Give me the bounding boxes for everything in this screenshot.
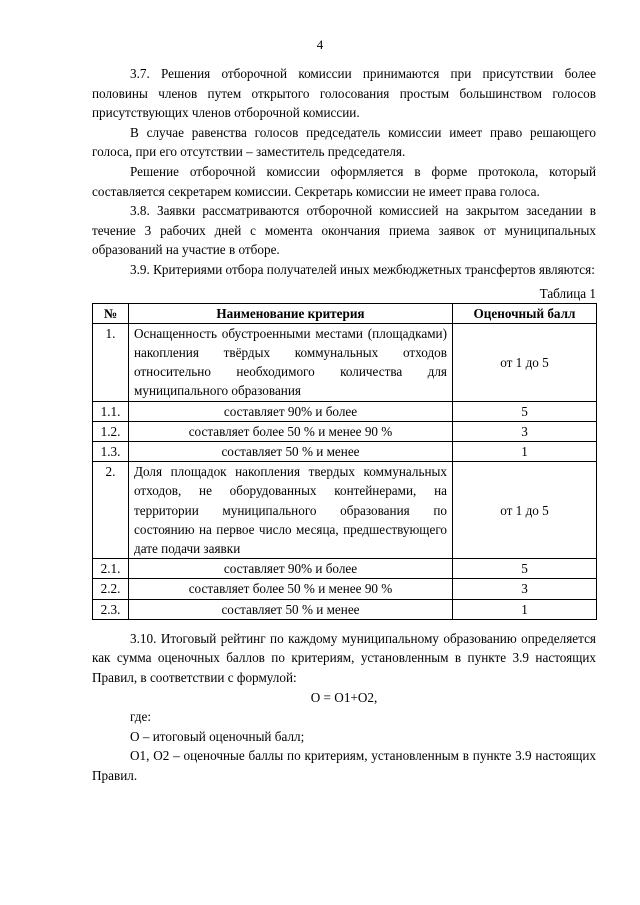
row-number: 2. bbox=[93, 462, 129, 559]
row-number: 1.3. bbox=[93, 441, 129, 461]
row-score: от 1 до 5 bbox=[453, 323, 597, 401]
row-number: 2.1. bbox=[93, 559, 129, 579]
row-number: 1. bbox=[93, 323, 129, 401]
row-criterion: составляет 50 % и менее bbox=[129, 599, 453, 619]
table-row bbox=[93, 462, 597, 559]
table-row bbox=[93, 323, 597, 401]
row-number: 2.2. bbox=[93, 579, 129, 599]
row-criterion: составляет 90% и более bbox=[129, 559, 453, 579]
table-row bbox=[93, 421, 597, 441]
row-score: от 1 до 5 bbox=[453, 462, 597, 559]
row-criterion: составляет 90% и более bbox=[129, 401, 453, 421]
paragraph-3-7: 3.7. Решения отборочной комиссии принимаются при присутствии более половины членов путем открытого голосования простым большинством голосов присутствующих членов отборочной комиссии. bbox=[92, 66, 596, 121]
paragraph-3-8: 3.8. Заявки рассматриваются отборочной комиссией на закрытом заседании в течение 3 рабочих дней с момента окончания приема заявок от муниципальных образований на участие в отборе. bbox=[92, 203, 596, 258]
table-header-row bbox=[93, 303, 597, 323]
row-score: 3 bbox=[453, 421, 597, 441]
row-score: 5 bbox=[453, 401, 597, 421]
row-score: 3 bbox=[453, 579, 597, 599]
row-number: 2.3. bbox=[93, 599, 129, 619]
definition-total-score: О – итоговый оценочный балл; bbox=[130, 728, 305, 744]
row-criterion: составляет более 50 % и менее 90 % bbox=[129, 421, 453, 441]
row-score: 1 bbox=[453, 599, 597, 619]
table-caption: Таблица 1 bbox=[539, 285, 596, 301]
paragraph-3-10: 3.10. Итоговый рейтинг по каждому муниципальному образованию определяется как сумма оценочных баллов по критериям, установленным в пункте 3.9 настоящих Правил, в соответствии с формулой: bbox=[92, 630, 596, 685]
table-body bbox=[93, 323, 597, 619]
formula: О = О1+О2, bbox=[310, 689, 378, 705]
paragraph-protocol: Решение отборочной комиссии оформляется в форме протокола, который составляется секретарем комиссии. Секретарь комиссии не имеет права голоса. bbox=[92, 163, 596, 199]
table-row bbox=[93, 579, 597, 599]
table-row bbox=[93, 559, 597, 579]
row-number: 1.1. bbox=[93, 401, 129, 421]
definition-criteria-scores: О1, О2 – оценочные баллы по критериям, установленным в пункте 3.9 настоящих Правил. bbox=[92, 748, 596, 783]
document-body bbox=[92, 64, 596, 786]
page-number: 4 bbox=[316, 37, 324, 52]
header-number: № bbox=[93, 303, 129, 323]
criteria-table bbox=[92, 303, 597, 620]
row-score: 5 bbox=[453, 559, 597, 579]
row-score: 1 bbox=[453, 441, 597, 461]
row-criterion: Доля площадок накопления твердых коммунальных отходов, не оборудованных контейнерами, на территории муниципального образования по состоянию на первое число месяца, предшествующего дате подачи заявки bbox=[129, 462, 453, 559]
header-score: Оценочный балл bbox=[453, 303, 597, 323]
table-row bbox=[93, 599, 597, 619]
paragraph-3-9: 3.9. Критериями отбора получателей иных межбюджетных трансфертов являются: bbox=[130, 261, 595, 277]
row-criterion: Оснащенность обустроенными местами (площадками) накопления твёрдых коммунальных отходов относительно необходимого количества для муниципального образования bbox=[129, 323, 453, 401]
where-label: где: bbox=[130, 709, 151, 725]
row-criterion: составляет 50 % и менее bbox=[129, 441, 453, 461]
row-criterion: составляет более 50 % и менее 90 % bbox=[129, 579, 453, 599]
row-number: 1.2. bbox=[93, 421, 129, 441]
header-criterion: Наименование критерия bbox=[129, 303, 453, 323]
table-row bbox=[93, 441, 597, 461]
table-row bbox=[93, 401, 597, 421]
paragraph-tie-vote: В случае равенства голосов председатель комиссии имеет право решающего голоса, при его отсутствии – заместитель председателя. bbox=[92, 124, 596, 160]
